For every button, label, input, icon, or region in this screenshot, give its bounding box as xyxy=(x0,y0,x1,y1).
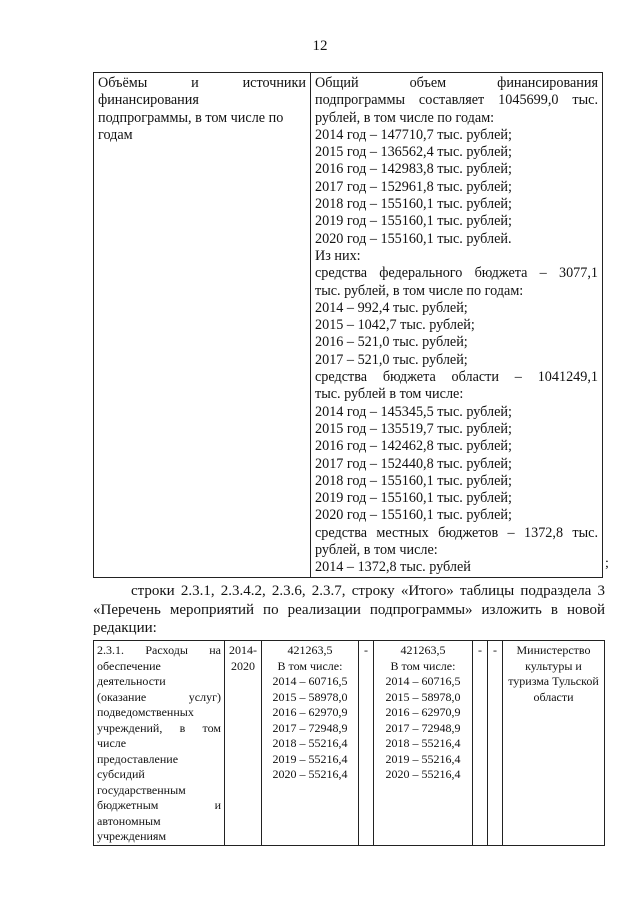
funding-line: средства местных бюджетов – 1372,8 тыс. xyxy=(315,524,598,541)
funding-label-line: Объёмы и источники xyxy=(98,75,306,91)
amendment-paragraph xyxy=(93,582,605,638)
funding-line: подпрограммы составляет 1045699,0 тыс. xyxy=(315,92,598,109)
funding-line: 2018 год – 155160,1 тыс. рублей; xyxy=(315,472,512,489)
funding-line: 2014 год – 145345,5 тыс. рублей; xyxy=(315,403,512,420)
funding-label-line: финансирования xyxy=(98,92,199,109)
funding-line: средства бюджета области – 1041249,1 xyxy=(315,369,598,386)
executor-cell: Министерство культуры и туризма Тульской области xyxy=(503,641,605,846)
measure-name-line: 2.3.1. Расходы на xyxy=(97,643,221,657)
funding-values-cell xyxy=(311,73,603,578)
funding-line: Общий объем финансирования xyxy=(315,75,598,91)
funding-line: 2016 – 521,0 тыс. рублей; xyxy=(315,334,468,351)
table-row xyxy=(94,641,605,846)
regional-line: 2017 – 72948,9 xyxy=(385,720,461,735)
extrabudget-cell: - xyxy=(488,641,503,846)
measure-name-line: государственным xyxy=(97,782,186,797)
measure-name-line: подведомственных xyxy=(97,705,194,719)
funding-label-line: годам xyxy=(98,126,133,143)
funding-line: 2019 год – 155160,1 тыс. рублей; xyxy=(315,213,512,230)
funding-line: 2019 год – 155160,1 тыс. рублей; xyxy=(315,490,512,507)
measures-table xyxy=(93,640,605,846)
funding-table xyxy=(93,72,603,578)
funding-line: рублей, в том числе: xyxy=(315,542,438,559)
regional-line: 2019 – 55216,4 xyxy=(385,751,461,766)
regional-line: 421263,5 xyxy=(400,643,446,657)
funding-line: 2016 год – 142462,8 тыс. рублей; xyxy=(315,438,512,455)
paragraph-line: строки 2.3.1, 2.3.4.2, 2.3.6, 2.3.7, строку «Итого» таблицы подраздела 3 xyxy=(131,583,605,599)
regional-line: 2014 – 60716,5 xyxy=(385,674,461,688)
funding-line: 2014 – 1372,8 тыс. рублей xyxy=(315,559,471,576)
total-line: 2015 – 58978,0 xyxy=(272,689,348,704)
funding-line: 2015 год – 136562,4 тыс. рублей; xyxy=(315,144,512,161)
measure-name-line: учреждениям xyxy=(97,829,167,843)
regional-cell xyxy=(374,641,473,846)
total-line: 2020 – 55216,4 xyxy=(272,767,348,781)
funding-line: 2018 год – 155160,1 тыс. рублей; xyxy=(315,196,512,213)
funding-line: 2020 год – 155160,1 тыс. рублей. xyxy=(315,230,512,247)
total-line: 421263,5 xyxy=(287,643,333,657)
total-cell xyxy=(262,641,359,846)
measure-name-line: бюджетным и xyxy=(97,798,221,812)
funding-line: Из них: xyxy=(315,247,361,264)
funding-line: тыс. рублей, в том числе по годам: xyxy=(315,282,524,299)
total-line: 2019 – 55216,4 xyxy=(272,751,348,766)
paragraph-line: «Перечень мероприятий по реализации подпрограммы» изложить в новой редакции: xyxy=(93,601,605,636)
regional-line: 2016 – 62970,9 xyxy=(385,705,461,719)
measure-name-line: деятельности xyxy=(97,674,166,688)
funding-label-cell xyxy=(94,73,311,578)
regional-line: 2015 – 58978,0 xyxy=(385,689,461,704)
funding-line: 2015 – 1042,7 тыс. рублей; xyxy=(315,317,475,334)
total-line: 2016 – 62970,9 xyxy=(272,705,348,719)
measure-name-line: предоставление xyxy=(97,751,179,766)
measure-name-line: числе xyxy=(97,736,127,750)
funding-line: 2017 год – 152961,8 тыс. рублей; xyxy=(315,178,512,195)
total-line: 2017 – 72948,9 xyxy=(272,720,348,735)
period-cell: 2014-2020 xyxy=(225,641,262,846)
regional-line: 2020 – 55216,4 xyxy=(385,767,461,781)
measure-name-line: автономным xyxy=(97,813,161,828)
federal-cell: - xyxy=(359,641,374,846)
measure-name-line: (оказание услуг) xyxy=(97,689,221,704)
page-number: 12 xyxy=(312,38,328,54)
measure-name-line: обеспечение xyxy=(97,658,161,673)
funding-line: 2015 год – 135519,7 тыс. рублей; xyxy=(315,420,512,437)
local-cell: - xyxy=(473,641,488,846)
total-line: В том числе: xyxy=(277,658,343,673)
total-line: 2018 – 55216,4 xyxy=(272,736,348,750)
total-line: 2014 – 60716,5 xyxy=(272,674,348,688)
funding-line: 2020 год – 155160,1 тыс. рублей; xyxy=(315,507,512,524)
funding-line: 2017 – 521,0 тыс. рублей; xyxy=(315,351,468,368)
measure-name-cell xyxy=(94,641,225,846)
funding-label-line: подпрограммы, в том числе по xyxy=(98,109,284,126)
measure-name-line: учреждений, в том xyxy=(97,720,221,735)
measure-name-line: субсидий xyxy=(97,767,145,781)
funding-line: 2017 год – 152440,8 тыс. рублей; xyxy=(315,455,512,472)
trailing-semicolon: ; xyxy=(605,556,609,571)
funding-line: 2014 год – 147710,7 тыс. рублей; xyxy=(315,126,512,143)
regional-line: В том числе: xyxy=(390,658,456,673)
funding-line: средства федерального бюджета – 3077,1 xyxy=(315,265,598,282)
funding-line: 2016 год – 142983,8 тыс. рублей; xyxy=(315,161,512,178)
funding-line: 2014 – 992,4 тыс. рублей; xyxy=(315,299,468,316)
funding-line: тыс. рублей в том числе: xyxy=(315,386,464,403)
regional-line: 2018 – 55216,4 xyxy=(385,736,461,750)
funding-line: рублей, в том числе по годам: xyxy=(315,109,495,126)
